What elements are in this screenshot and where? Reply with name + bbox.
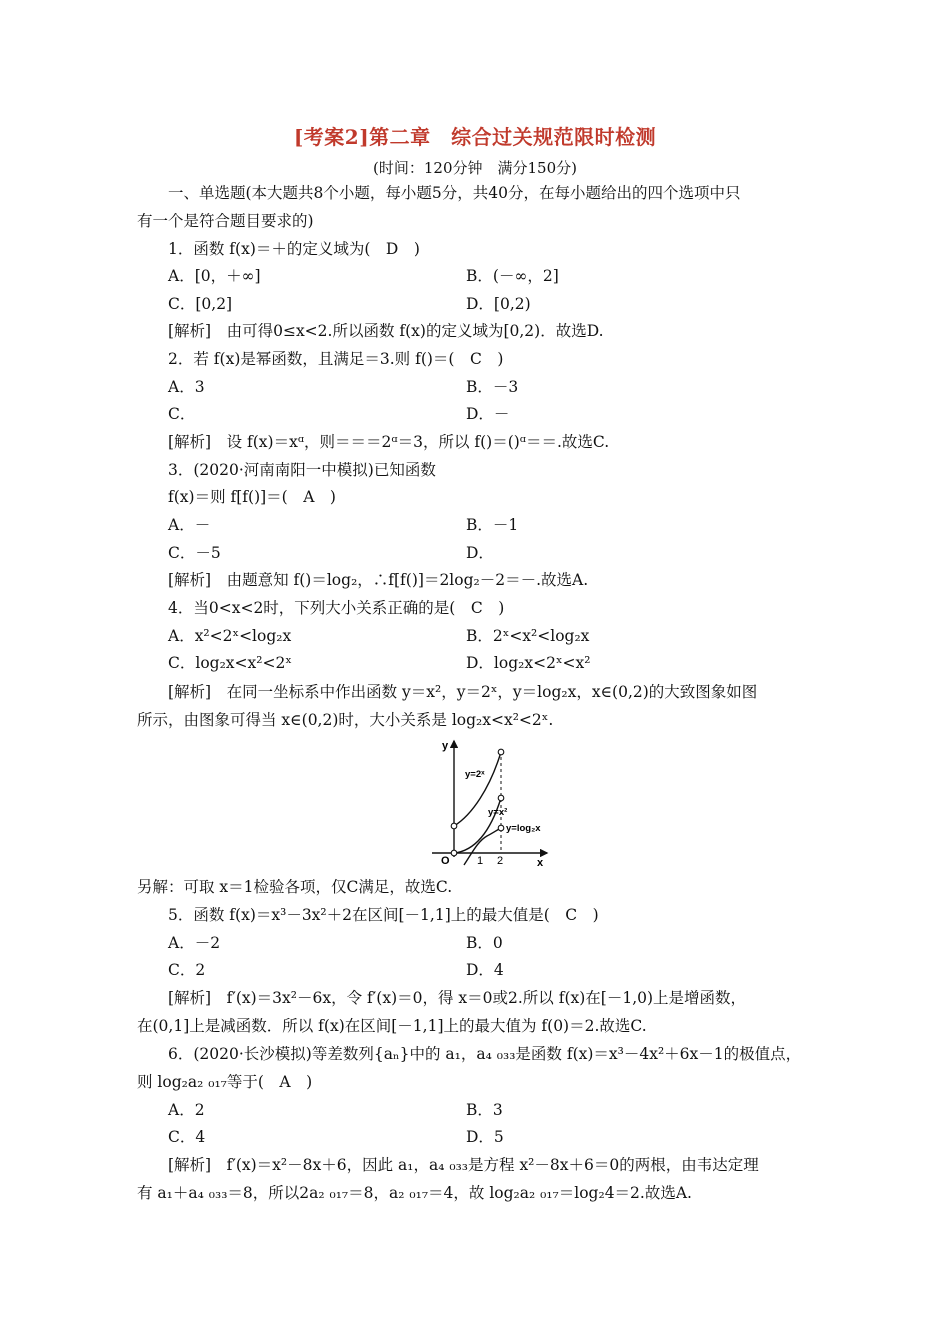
q1-option-c: C．[0,2] xyxy=(168,295,233,313)
q6-option-c: C．4 xyxy=(168,1128,206,1146)
question-3-stem: 3．(2020·河南南阳一中模拟)已知函数 xyxy=(168,461,436,479)
q2-option-d: D．－ xyxy=(466,405,510,423)
q6-analysis: [解析] f′(x)＝x²－8x＋6，因此 a₁，a₄ ₀₃₃是方程 x²－8x＋6＝0的两根，由韦达定理 xyxy=(168,1156,759,1174)
q4-option-c: C．log₂x<x²<2ˣ xyxy=(168,654,292,672)
open-point-square-end xyxy=(498,795,504,801)
q1-option-b: B．(－∞，2] xyxy=(466,267,559,285)
open-point-origin xyxy=(451,850,457,856)
q1-option-a: A．[0，＋∞] xyxy=(168,267,261,285)
tick-2-label: 2 xyxy=(497,855,504,867)
q5-option-a: A．－2 xyxy=(168,934,221,952)
q4-alt-solution: 另解：可取 x＝1检验各项，仅C满足，故选C. xyxy=(137,878,453,896)
question-5-stem: 5．函数 f(x)＝x³－3x²＋2在区间[－1,1]上的最大值是( C ) xyxy=(168,906,599,924)
x-axis-label: x xyxy=(537,857,544,868)
q3-option-d: D． xyxy=(466,544,494,562)
y-axis-label: y xyxy=(442,740,449,752)
label-exp: y=2ˣ xyxy=(465,769,485,780)
q2-analysis: [解析] 设 f(x)＝xᵅ，则＝＝＝2ᵅ＝3，所以 f()＝()ᵅ＝＝.故选C. xyxy=(168,433,610,451)
q6-analysis-cont: 有 a₁＋a₄ ₀₃₃＝8，所以2a₂ ₀₁₇＝8，a₂ ₀₁₇＝4，故 log₂a₂ ₀₁₇＝log₂4＝2.故选A. xyxy=(137,1184,692,1202)
q1-analysis: [解析] 由可得0≤x<2.所以函数 f(x)的定义域为[0,2)．故选D. xyxy=(168,322,604,340)
q2-option-a: A．3 xyxy=(168,378,205,396)
q2-option-b: B．－3 xyxy=(466,378,519,396)
q3-option-b: B．－1 xyxy=(466,516,519,534)
q6-option-b: B．3 xyxy=(466,1101,503,1119)
question-6-stem: 6．(2020·长沙模拟)等差数列{aₙ}中的 a₁，a₄ ₀₃₃是函数 f(x)＝x³－4x²＋6x－1的极值点， xyxy=(168,1045,802,1063)
origin-label: O xyxy=(441,855,450,867)
question-6-stem-cont: 则 log₂a₂ ₀₁₇等于( A ) xyxy=(137,1073,313,1091)
q4-option-b: B．2ˣ<x²<log₂x xyxy=(466,627,590,645)
section-heading: 一、单选题(本大题共8个小题，每小题5分，共40分，在每小题给出的四个选项中只 xyxy=(168,184,741,202)
function-graph-figure xyxy=(402,733,567,868)
q2-option-c: C． xyxy=(168,405,196,423)
page-subtitle: (时间：120分钟 满分150分) xyxy=(373,159,577,177)
question-2-stem: 2．若 f(x)是幂函数，且满足＝3.则 f()＝( C ) xyxy=(168,350,504,368)
q3-option-c: C．－5 xyxy=(168,544,221,562)
q5-option-d: D．4 xyxy=(466,961,504,979)
q4-analysis-cont: 所示，由图象可得当 x∈(0,2)时，大小关系是 log₂x<x²<2ˣ. xyxy=(137,711,554,729)
label-square: y=x² xyxy=(488,807,508,818)
label-log: y=log₂x xyxy=(506,823,541,834)
open-point-log-end xyxy=(498,825,504,831)
q1-option-d: D．[0,2) xyxy=(466,295,531,313)
q6-option-d: D．5 xyxy=(466,1128,504,1146)
q5-analysis-cont: 在(0,1]上是减函数．所以 f(x)在区间[－1,1]上的最大值为 f(0)＝2.故选C. xyxy=(137,1017,647,1035)
tick-1-label: 1 xyxy=(477,855,484,867)
q4-analysis: [解析] 在同一坐标系中作出函数 y＝x²，y＝2ˣ，y＝log₂x，x∈(0,2)的大致图象如图 xyxy=(168,683,758,701)
q5-option-b: B．0 xyxy=(466,934,503,952)
q4-option-a: A．x²<2ˣ<log₂x xyxy=(168,627,292,645)
question-3-stem-cont: f(x)＝则 f[f()]＝( A ) xyxy=(168,488,336,506)
page-title: [考案2]第二章 综合过关规范限时检测 xyxy=(293,125,657,149)
open-point-exp-end xyxy=(498,749,504,755)
open-point-exp-start xyxy=(451,823,457,829)
q5-analysis: [解析] f′(x)＝3x²－6x，令 f′(x)＝0，得 x＝0或2.所以 f(x)在[－1,0)上是增函数， xyxy=(168,989,747,1007)
q5-option-c: C．2 xyxy=(168,961,206,979)
q3-analysis: [解析] 由题意知 f()＝log₂，∴f[f()]＝2log₂－2＝－.故选A. xyxy=(168,571,589,589)
question-4-stem: 4．当0<x<2时，下列大小关系正确的是( C ) xyxy=(168,599,505,617)
q4-option-d: D．log₂x<2ˣ<x² xyxy=(466,654,591,672)
question-1-stem: 1．函数 f(x)＝＋的定义域为( D ) xyxy=(168,240,420,258)
q3-option-a: A．－ xyxy=(168,516,211,534)
section-heading-cont: 有一个是符合题目要求的) xyxy=(137,212,314,230)
q6-option-a: A．2 xyxy=(168,1101,205,1119)
